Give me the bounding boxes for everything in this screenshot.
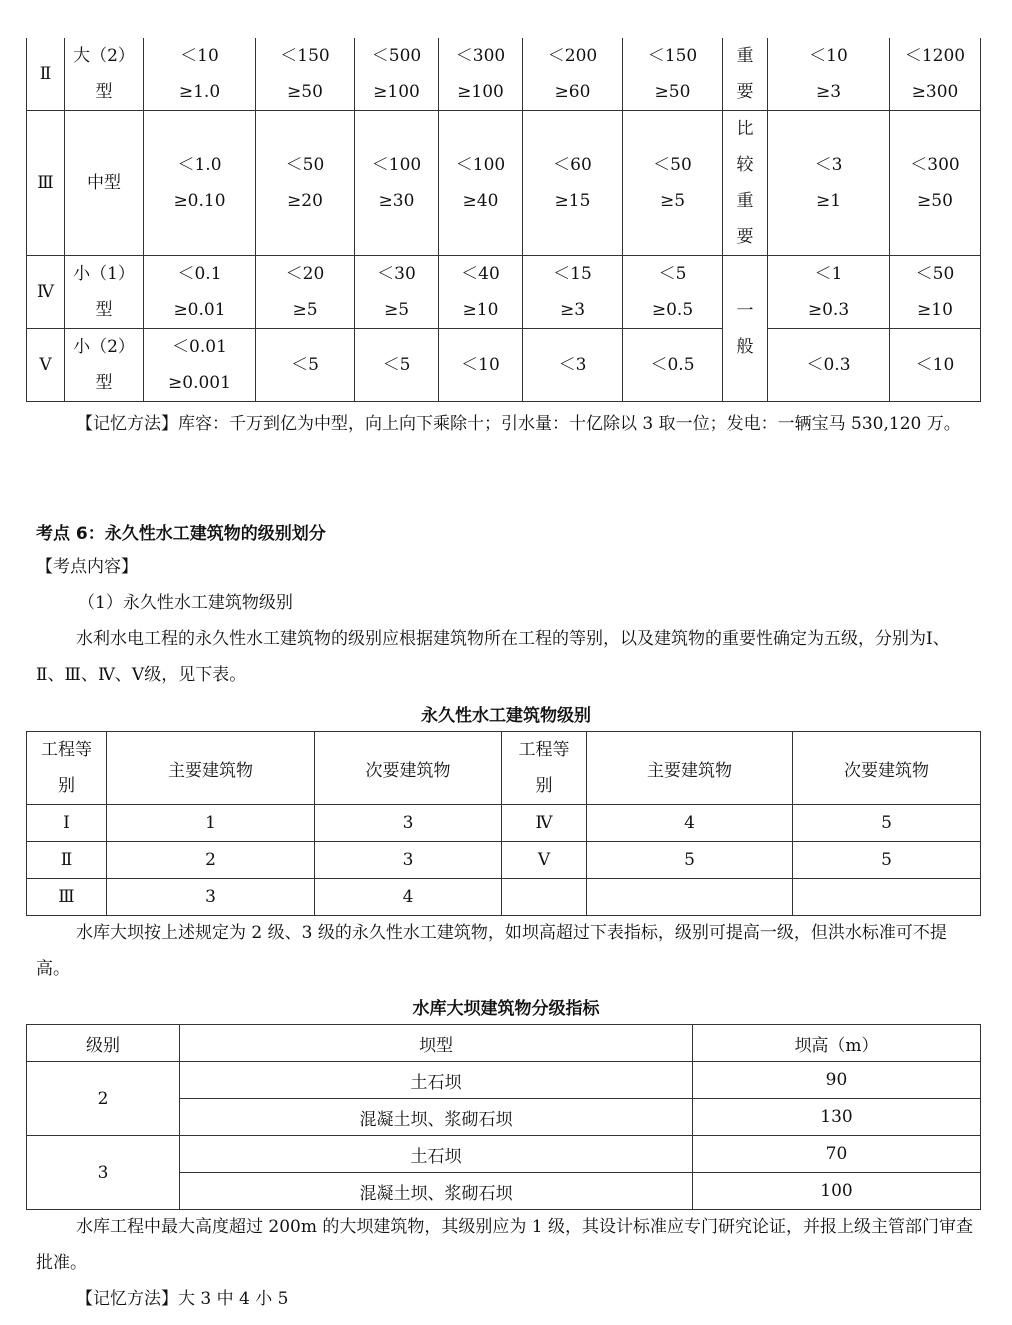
table-cell: ＜1 ≥0.3 (768, 256, 890, 329)
table-row (27, 1136, 981, 1173)
classification-table-continued (26, 38, 981, 402)
table-cell: ＜10 ≥1.0 (144, 38, 256, 111)
grade-cell: Ⅱ (27, 38, 65, 111)
table-cell: 5 (587, 842, 793, 879)
table-cell: ＜40 ≥10 (439, 256, 523, 329)
table-cell: 100 (693, 1173, 981, 1210)
paragraph-2: 水库大坝按上述规定为 2 级、3 级的永久性水工建筑物，如坝高超过下表指标，级别可提高一级，但洪水标准可不提高。 (36, 923, 947, 979)
building-level-table (26, 731, 981, 916)
table-cell: ＜500 ≥100 (355, 38, 439, 111)
table-cell: ＜30 ≥5 (355, 256, 439, 329)
table-cell: ＜60 ≥15 (523, 111, 623, 256)
table-cell: ＜3 (523, 329, 623, 402)
table-cell: ＜100 ≥40 (439, 111, 523, 256)
table-row (27, 111, 981, 256)
table-cell: ＜50 ≥5 (623, 111, 723, 256)
table-cell: ＜300 ≥50 (890, 111, 981, 256)
table-cell: 混凝土坝、浆砌石坝 (180, 1173, 693, 1210)
table-cell: 土石坝 (180, 1062, 693, 1099)
table-cell: 5 (793, 842, 981, 879)
table-header-row (27, 1025, 981, 1062)
content-label: 【考点内容】 (36, 557, 138, 577)
importance-cell: 一 般 (723, 256, 768, 402)
scale-cell: 大（2） 型 (65, 38, 144, 111)
table-cell: ＜5 ≥0.5 (623, 256, 723, 329)
table-cell: Ⅳ (502, 805, 587, 842)
header-main-building: 主要建筑物 (107, 732, 315, 805)
table-cell: Ⅱ (27, 842, 107, 879)
header-dam-type: 坝型 (180, 1025, 693, 1062)
table-cell: ＜15 ≥3 (523, 256, 623, 329)
header-secondary-building: 次要建筑物 (315, 732, 502, 805)
table-cell: ＜0.3 (768, 329, 890, 402)
table-cell: ＜1200 ≥300 (890, 38, 981, 111)
scale-cell: 小（1） 型 (65, 256, 144, 329)
table-cell: ＜10 (890, 329, 981, 402)
paragraph-1: 水利水电工程的永久性水工建筑物的级别应根据建筑物所在工程的等别，以及建筑物的重要性确定为五级，分别为Ⅰ、Ⅱ、Ⅲ、Ⅳ、Ⅴ级，见下表。 (36, 629, 950, 685)
table-cell: Ⅴ (502, 842, 587, 879)
table-cell: ＜3 ≥1 (768, 111, 890, 256)
table-cell: Ⅲ (27, 879, 107, 916)
table-cell (587, 879, 793, 916)
paragraph-3: 水库工程中最大高度超过 200m 的大坝建筑物，其级别应为 1 级，其设计标准应专门研究论证，并报上级主管部门审查批准。 (36, 1217, 973, 1273)
header-secondary-building: 次要建筑物 (793, 732, 981, 805)
header-grade: 工程等 别 (502, 732, 587, 805)
header-dam-height: 坝高（m） (693, 1025, 981, 1062)
table-cell: ＜1.0 ≥0.10 (144, 111, 256, 256)
table-cell: ＜50 ≥20 (256, 111, 355, 256)
header-grade: 工程等 别 (27, 732, 107, 805)
grade-cell: Ⅲ (27, 111, 65, 256)
header-level: 级别 (27, 1025, 180, 1062)
table-row (27, 1062, 981, 1099)
table-cell: 130 (693, 1099, 981, 1136)
table-cell (793, 879, 981, 916)
table1-caption: 永久性水工建筑物级别 (421, 706, 591, 726)
table-cell: ＜20 ≥5 (256, 256, 355, 329)
table-row (27, 38, 981, 111)
grade-cell: Ⅴ (27, 329, 65, 402)
section-title: 考点 6：永久性水工建筑物的级别划分 (36, 524, 326, 544)
sub-title: （1）永久性水工建筑物级别 (78, 593, 293, 613)
table-cell: ＜10 (439, 329, 523, 402)
table-cell: 2 (107, 842, 315, 879)
table-cell: ＜5 (256, 329, 355, 402)
scale-cell: 小（2） 型 (65, 329, 144, 402)
table-cell: ＜10 ≥3 (768, 38, 890, 111)
table-cell: Ⅰ (27, 805, 107, 842)
table-row (27, 879, 981, 916)
table-row (27, 329, 981, 402)
level-cell: 2 (27, 1062, 180, 1136)
header-main-building: 主要建筑物 (587, 732, 793, 805)
table-row (27, 256, 981, 329)
importance-cell: 比 较 重 要 (723, 111, 768, 256)
table-cell: 土石坝 (180, 1136, 693, 1173)
table-cell: ＜300 ≥100 (439, 38, 523, 111)
table-cell: 4 (587, 805, 793, 842)
table-cell: ＜100 ≥30 (355, 111, 439, 256)
importance-cell: 重 要 (723, 38, 768, 111)
table-cell: ＜150 ≥50 (256, 38, 355, 111)
table-header-row (27, 732, 981, 805)
table-cell: ＜200 ≥60 (523, 38, 623, 111)
table-cell (502, 879, 587, 916)
scale-cell: 中型 (65, 111, 144, 256)
table-cell: ＜50 ≥10 (890, 256, 981, 329)
table-cell: 4 (315, 879, 502, 916)
level-cell: 3 (27, 1136, 180, 1210)
table-cell: 5 (793, 805, 981, 842)
grade-cell: Ⅳ (27, 256, 65, 329)
table-cell: 混凝土坝、浆砌石坝 (180, 1099, 693, 1136)
memory-method-2: 【记忆方法】大 3 中 4 小 5 (76, 1289, 289, 1309)
table-cell: 90 (693, 1062, 981, 1099)
dam-level-table (26, 1024, 981, 1210)
table-cell: 3 (107, 879, 315, 916)
table-cell: 1 (107, 805, 315, 842)
table-row (27, 805, 981, 842)
table-cell: 70 (693, 1136, 981, 1173)
table2-caption: 水库大坝建筑物分级指标 (412, 999, 600, 1019)
table-cell: ＜0.01 ≥0.001 (144, 329, 256, 402)
table-cell: 3 (315, 842, 502, 879)
memory-method-1: 【记忆方法】库容：千万到亿为中型，向上向下乘除十；引水量：十亿除以 3 取一位；发电：一辆宝马 530,120 万。 (76, 414, 961, 434)
table-cell: 3 (315, 805, 502, 842)
table-cell: ＜0.5 (623, 329, 723, 402)
table-cell: ＜0.1 ≥0.01 (144, 256, 256, 329)
table-row (27, 842, 981, 879)
table-cell: ＜150 ≥50 (623, 38, 723, 111)
table-cell: ＜5 (355, 329, 439, 402)
